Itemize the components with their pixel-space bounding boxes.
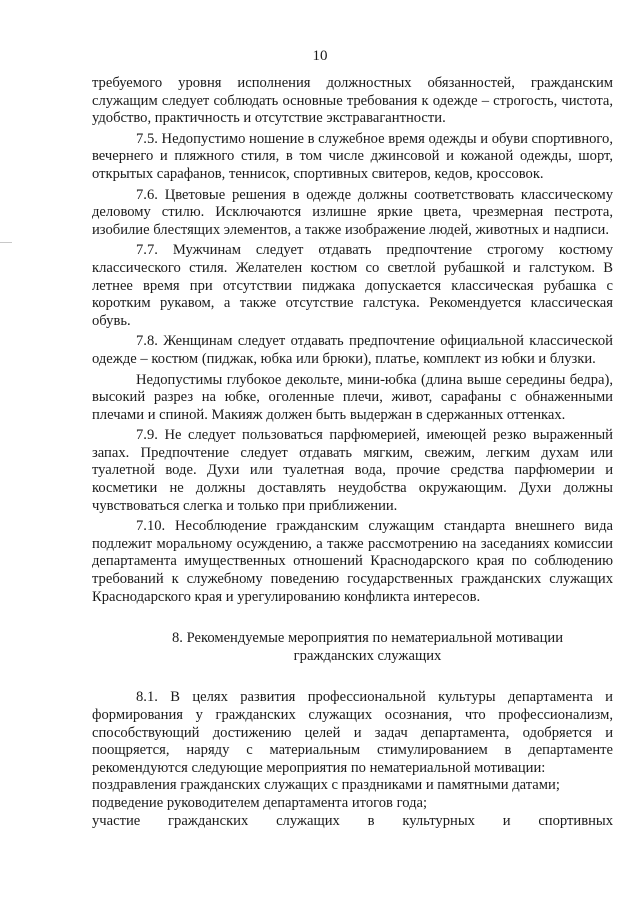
paragraph-7-9: 7.9. Не следует пользоваться парфюмерией, имеющей резко выраженный запах. Предпочтение следует отдавать мягким, свежим, легким духам или туалетной воде. Духи или туалетная вода, прочие средства парфюмерии и косметики не должны доставлять неудобства окружающим. Духи должны чувствоваться слегка и только при приближении. (92, 427, 613, 514)
paragraph-7-10: 7.10. Несоблюдение гражданским служащим стандарта внешнего вида подлежит моральному осуждению, а также рассмотрению на заседаниях комиссии департамента имущественных отношений Краснодарского края по соблюдению требований к служебному поведению государственных гражданских служащих Краснодарского края и урегулированию конфликта интересов. (92, 518, 613, 605)
section-title-line-1: 8. Рекомендуемые мероприятия по нематериальной мотивации (171, 630, 564, 647)
list-item: поздравления гражданских служащих с праздниками и памятными датами; (92, 777, 560, 794)
document-body (92, 75, 613, 830)
section-8-heading (92, 630, 613, 665)
section-title-line-2: гражданских служащих (293, 647, 442, 664)
margin-mark (0, 242, 12, 243)
paragraph-7-8-continued: Недопустимы глубокое декольте, мини-юбка (длина выше середины бедра), высокий разрез на юбке, оголенные плечи, живот, сарафаны с обнаженными плечами и спиной. Макияж должен быть выдержан в сдержанных оттенках. (92, 371, 613, 423)
paragraph-8-1: 8.1. В целях развития профессиональной культуры департамента и формирования у гражданских служащих осознания, что профессионализм, способствующий достижению целей и задач департамента, одобряется и поощряется, наряду с материальным стимулированием в департаменте рекомендуются следующие мероприятия по нематериальной мотивации: (92, 689, 613, 776)
list-item: подведение руководителем департамента итогов года; (92, 794, 428, 811)
paragraph-7-5: 7.5. Недопустимо ношение в служебное время одежды и обуви спортивного, вечернего и пляжного стиля, в том числе джинсовой и кожаной одежды, шорт, открытых сарафанов, теннисок, спортивных свитеров, кедов, кроссовок. (92, 130, 613, 182)
paragraph-continuation: требуемого уровня исполнения должностных обязанностей, гражданским служащим следует соблюдать основные требования к одежде – строгость, чистота, удобство, практичность и отсутствие экстравагантности. (92, 75, 613, 127)
paragraph-7-8: 7.8. Женщинам следует отдавать предпочтение официальной классической одежде – костюм (пиджак, юбка или брюки), платье, комплект из юбки и блузки. (92, 333, 613, 367)
list-item: участие гражданских служащих в культурных и спортивных (92, 812, 613, 829)
paragraph-7-7: 7.7. Мужчинам следует отдавать предпочтение строгому костюму классического стиля. Желателен костюм со светлой рубашкой и галстуком. В летнее время при отсутствии пиджака допускается классическая рубашка с коротким рукавом, а также отсутствие галстука. Рекомендуется классическая обувь. (92, 242, 613, 329)
paragraph-7-6: 7.6. Цветовые решения в одежде должны соответствовать классическому деловому стилю. Исключаются излишне яркие цвета, чрезмерная пестрота, изобилие блестящих элементов, а также изображение людей, животных и надписи. (92, 186, 613, 238)
page-number: 10 (312, 48, 328, 64)
